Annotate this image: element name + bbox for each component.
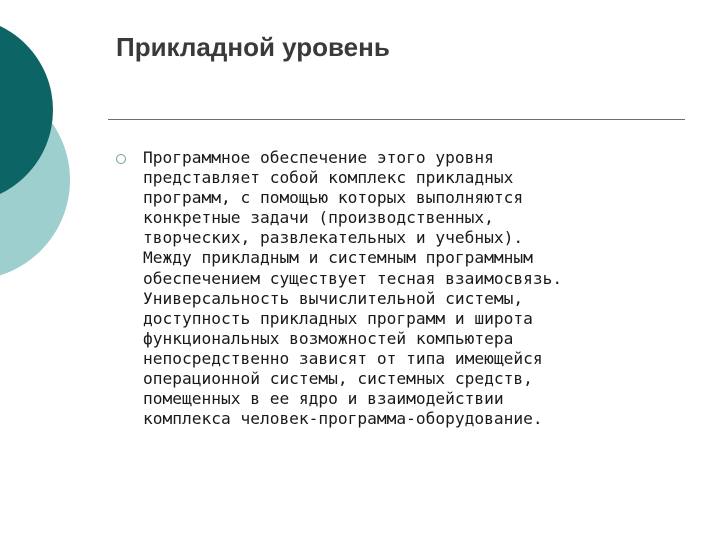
decorative-circles — [0, 0, 100, 300]
bullet-text: Программное обеспечение этого уровня представляет собой комплекс прикладных программ, с помощью которых выполняются конкретные задачи (производственных, творческих, развлекательных и учебных). Между прикладным и системным программным обеспечением существует тесная взаимосвязь. Универсальность вычислительной системы, доступность прикладных программ и широта функциональных возможностей компьютера непосредственно зависят от типа имеющейся операционной системы, системных средств, помещенных в ее ядро и взаимодействии комплекса человек-программа-оборудование. — [143, 148, 563, 429]
slide-title: Прикладной уровень — [116, 32, 390, 62]
bullet-circle-icon — [116, 154, 126, 164]
title-divider — [108, 119, 685, 120]
